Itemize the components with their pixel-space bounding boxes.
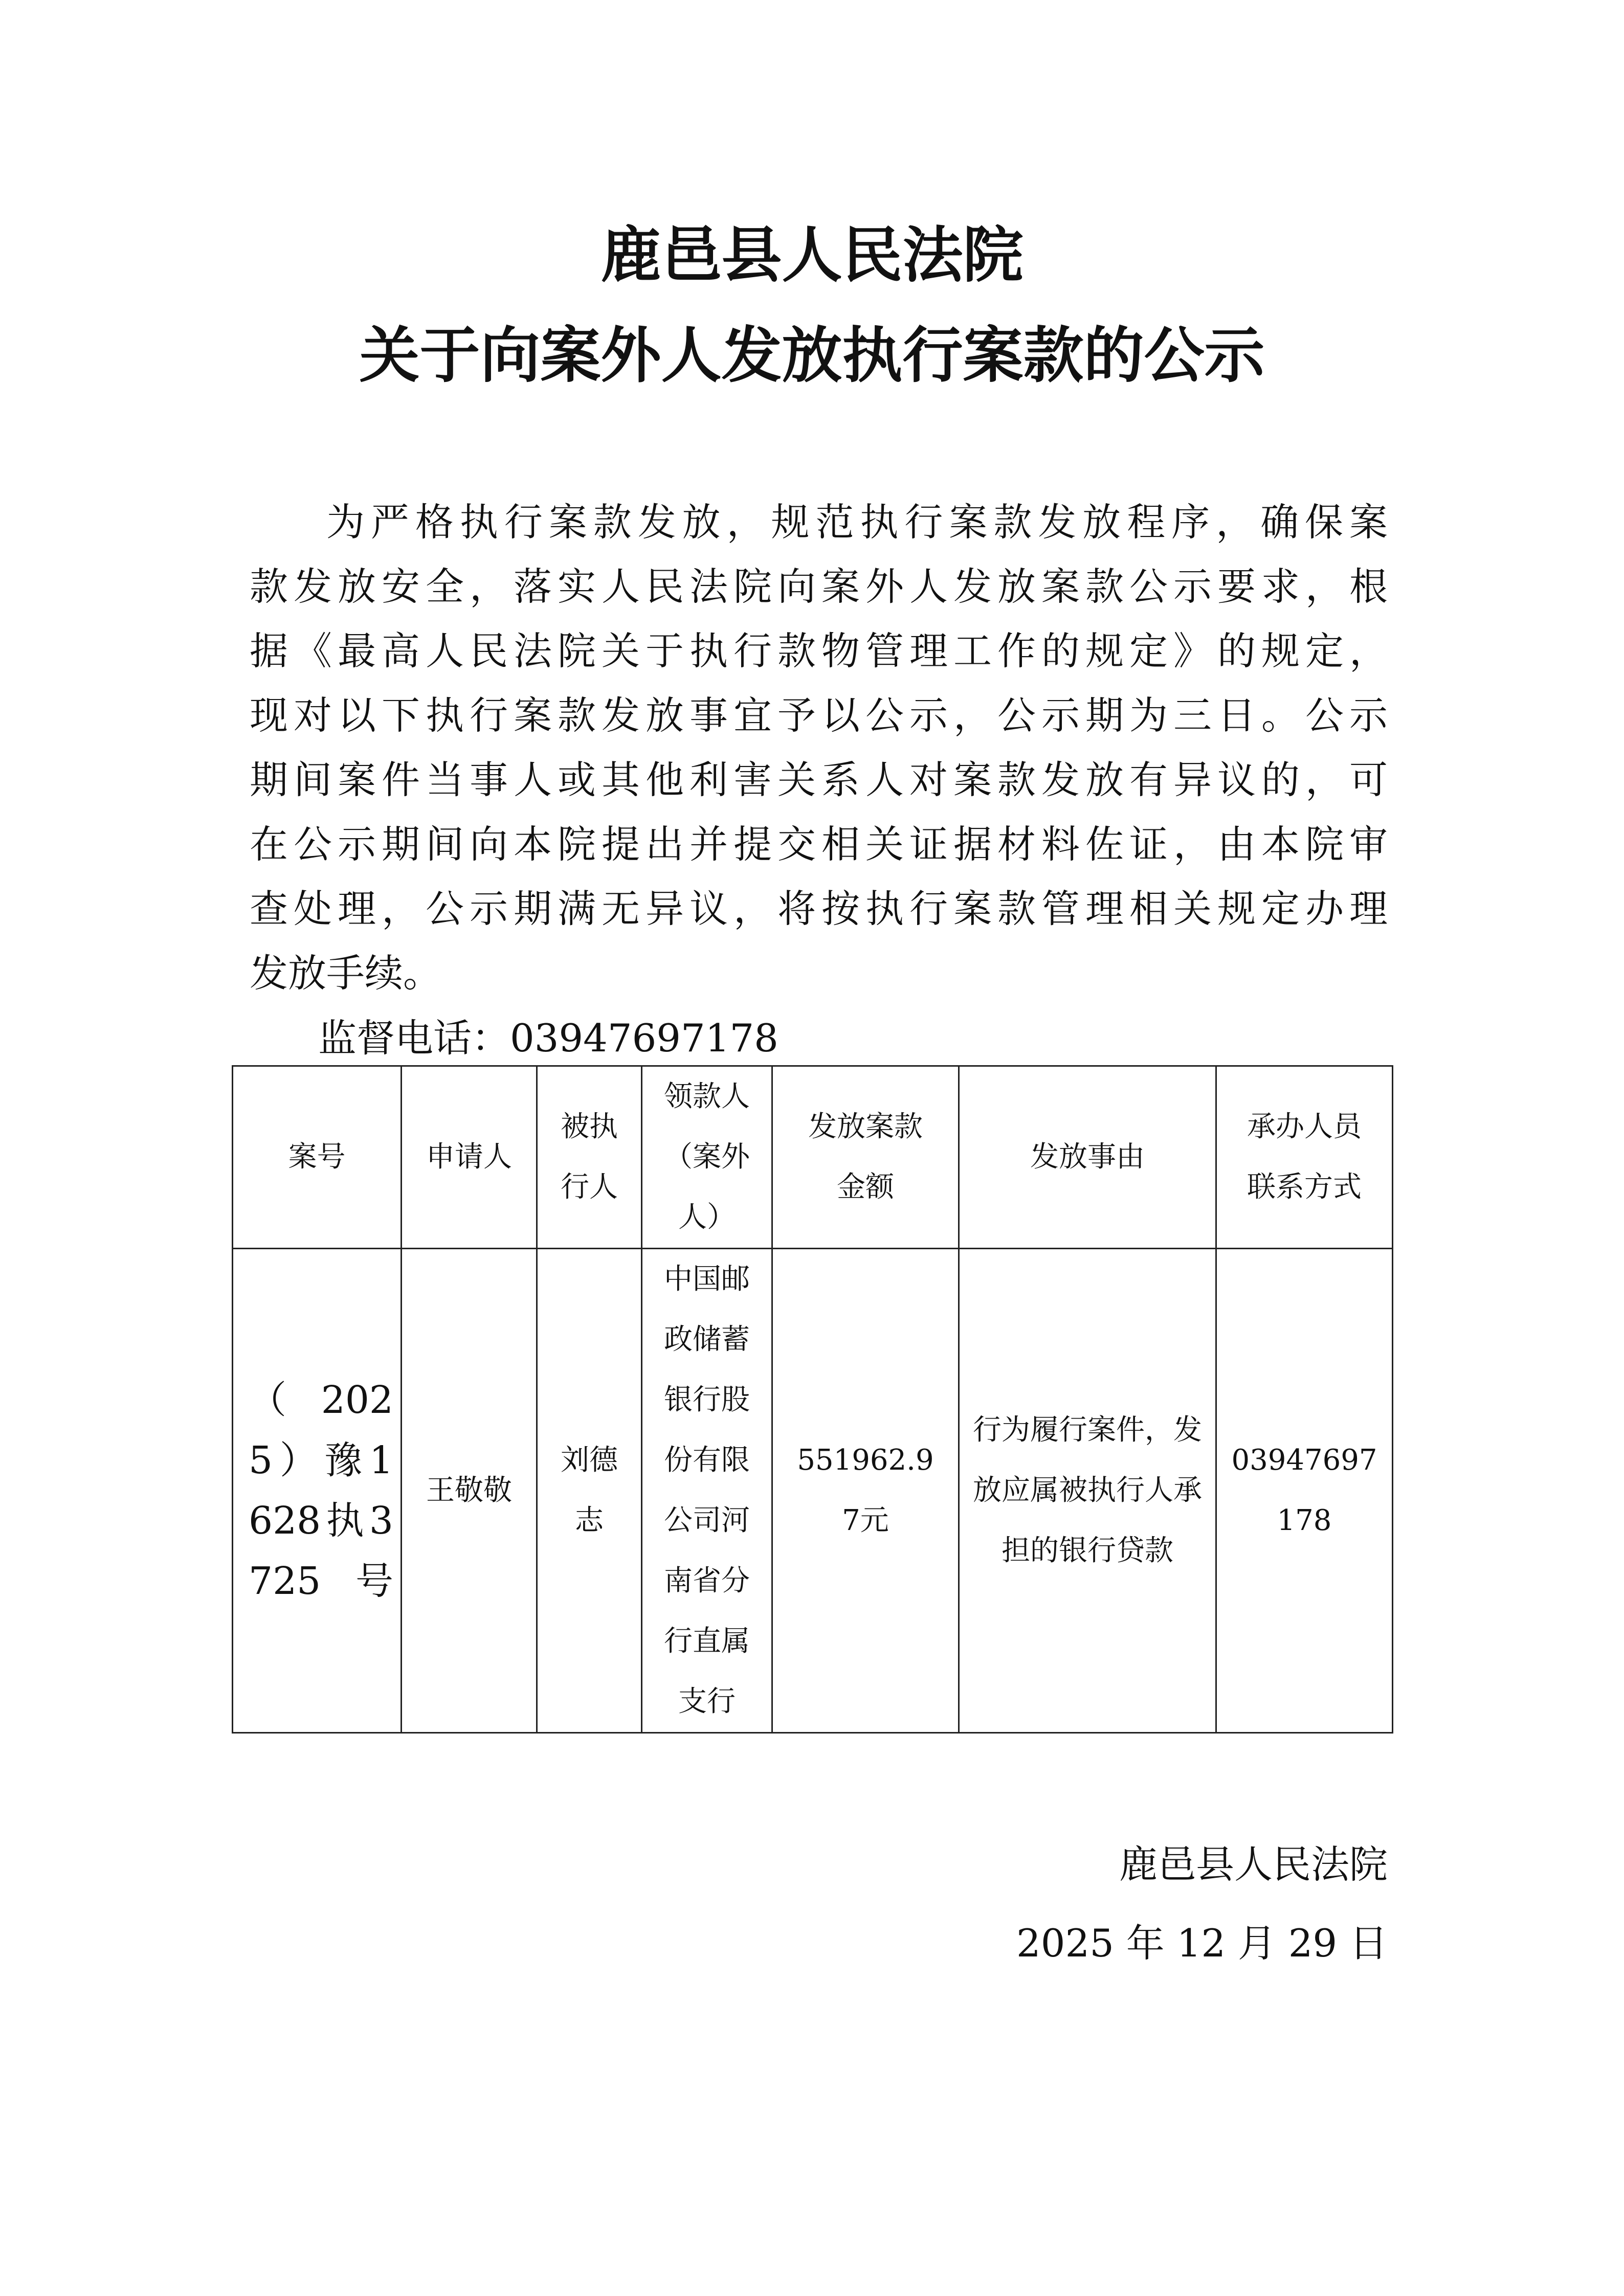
body-line-6: 在公示期间向本院提出并提交相关证据材料佐证，由本院审 [250,822,1388,867]
header-respondent: 被执行人 [537,1066,642,1249]
header-payee: 领款人（案外人） [642,1066,772,1249]
supervision-hotline: 监督电话：03947697178 [318,1016,778,1061]
cell-contact: 03947697178 [1216,1249,1393,1733]
body-line-1: 为严格执行案款发放，规范执行案款发放程序，确保案 [326,500,1388,545]
body-line-7: 查处理，公示期满无异议，将按执行案款管理相关规定办理 [250,886,1388,931]
header-amount: 发放案款金额 [772,1066,959,1249]
body-line-2: 款发放安全，落实人民法院向案外人发放案款公示要求，根 [250,564,1388,609]
signature-court: 鹿邑县人民法院 [1119,1842,1388,1887]
cell-applicant: 王敬敬 [402,1249,537,1733]
header-reason: 发放事由 [959,1066,1216,1249]
table-header-row [233,1066,1393,1249]
body-line-4: 现对以下执行案款发放事宜予以公示，公示期为三日。公示 [250,693,1388,738]
cell-payee: 中国邮政储蓄银行股份有限公司河南省分行直属支行 [642,1249,772,1733]
title-notice-subject: 关于向案外人发放执行案款的公示 [359,320,1265,391]
cell-case-no: （2025）豫1628执3725号 [233,1249,402,1733]
cell-reason: 行为履行案件，发放应属被执行人承担的银行贷款 [959,1249,1216,1733]
cell-respondent: 刘德志 [537,1249,642,1733]
body-line-8: 发放手续。 [250,951,442,996]
header-applicant: 申请人 [402,1066,537,1249]
cell-amount: 551962.97元 [772,1249,959,1733]
signature-date: 2025 年 12 月 29 日 [1016,1921,1388,1966]
table-row [233,1249,1393,1733]
header-contact: 承办人员联系方式 [1216,1066,1393,1249]
body-line-3: 据《最高人民法院关于执行款物管理工作的规定》的规定， [250,628,1388,673]
body-line-5: 期间案件当事人或其他利害关系人对案款发放有异议的，可 [250,757,1388,802]
header-case-no: 案号 [233,1066,402,1249]
disbursement-table [232,1065,1393,1734]
notice-body-paragraph [250,490,1388,1005]
title-court-name: 鹿邑县人民法院 [600,220,1024,290]
